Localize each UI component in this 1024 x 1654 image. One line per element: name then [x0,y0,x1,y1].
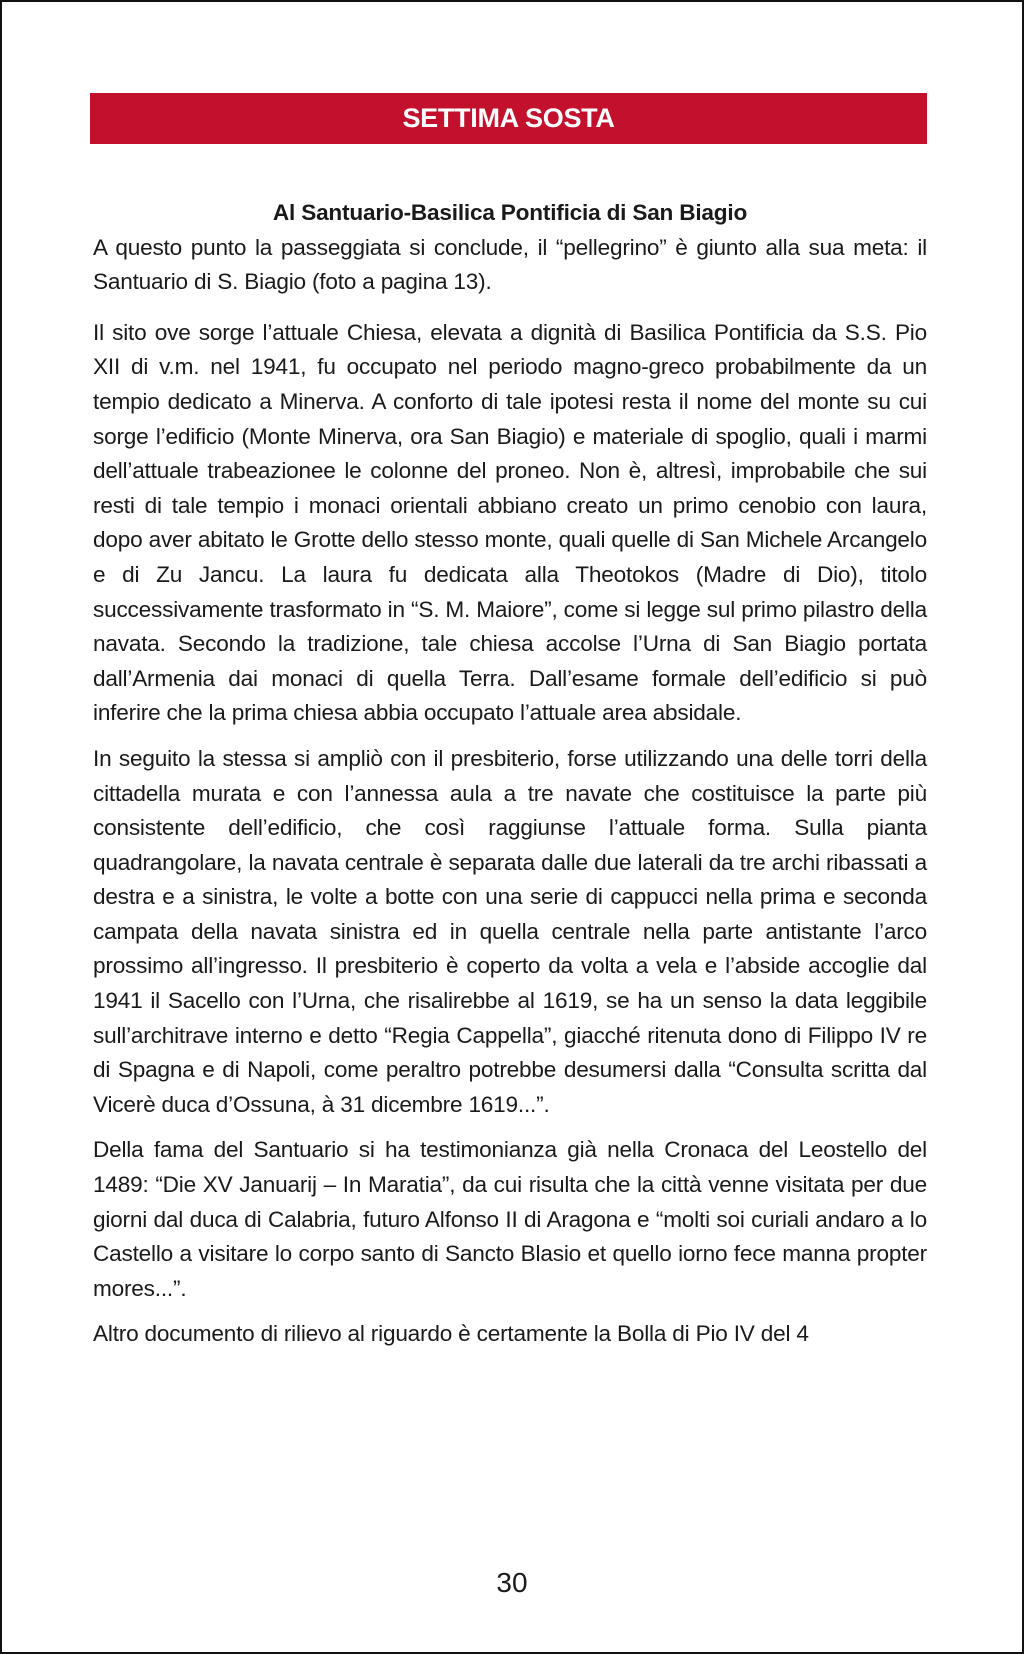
paragraph-chronicle: Della fama del Santuario si ha testimonianza già nella Cronaca del Leostello del 1489: “Die XV Januarij – In Maratia”, da cui risulta che la città venne visitata per due giorni dal duca di Calabria, futuro Alfonso II di Aragona e “molti soi curiali andaro a lo Castello a visitare lo corpo santo di Sancto Blasio et quello iorno fece manna propter mores...”. [93,1137,927,1301]
section-banner [90,93,927,144]
paragraph-bull: Altro documento di rilievo al riguardo è certamente la Bolla di Pio IV del 4 [93,1321,809,1347]
section-title: SETTIMA SOSTA [402,103,615,133]
paragraph-history: Il sito ove sorge l’attuale Chiesa, elevata a dignità di Basilica Pontificia da S.S. Pio XII di v.m. nel 1941, fu occupato nel periodo magno-greco probabilmente da un tempio dedicato a Minerva. A conforto di tale ipotesi resta il nome del monte su cui sorge l’edificio (Monte Minerva, ora San Biagio) e materiale di spoglio, quali i marmi dell’attuale trabeazionee le colonne del proneo. Non è, altresì, improbabile che sui resti di tale tempio i monaci orientali abbiano creato un primo cenobio con laura, dopo aver abitato le Grotte dello stesso monte, quali quelle di San Michele Arcangelo e di Zu Jancu. La laura fu dedicata alla Theotokos (Madre di Dio), titolo successivamente trasformato in “S. M. Maiore”, come si legge sul primo pilastro della navata. Secondo la tradizione, tale chiesa accolse l’Urna di San Biagio portata dall’Armenia dai monaci di quella Terra. Dall’esame formale dell’edificio si può inferire che la prima chiesa abbia occupato l’attuale area absidale. [93,319,927,726]
page-content [93,196,927,1363]
paragraph-architecture: In seguito la stessa si ampliò con il presbiterio, forse utilizzando una delle torri della cittadella murata e con l’annessa aula a tre navate che costituisce la parte più consistente dell’edificio, che così raggiunse l’attuale forma. Sulla pianta quadrangolare, la navata centrale è separata dalle due laterali da tre archi ribassati a destra e a sinistra, le volte a botte con una serie di cappucci nella prima e seconda campata della navata sinistra ed in quella centrale nella parte antistante l’arco prossimo all’ingresso. Il presbiterio è coperto da volta a vela e l’abside accoglie dal 1941 il Sacello con l’Urna, che risalirebbe al 1619, se ha un senso la data leggibile sull’architrave interno e detto “Regia Cappella”, giacché ritenuta dono di Filippo IV re di Spagna e di Napoli, come peraltro potrebbe desumersi dalla “Consulta scritta dal Vicerè duca d’Ossuna, à 31 dicembre 1619...”. [93,745,927,1117]
subtitle: Al Santuario-Basilica Pontificia di San Biagio [272,200,748,225]
paragraph-intro: A questo punto la passeggiata si conclude, il “pellegrino” è giunto alla sua meta: il Santuario di S. Biagio (foto a pagina 13). [93,234,927,295]
page-number: 30 [496,1567,528,1598]
